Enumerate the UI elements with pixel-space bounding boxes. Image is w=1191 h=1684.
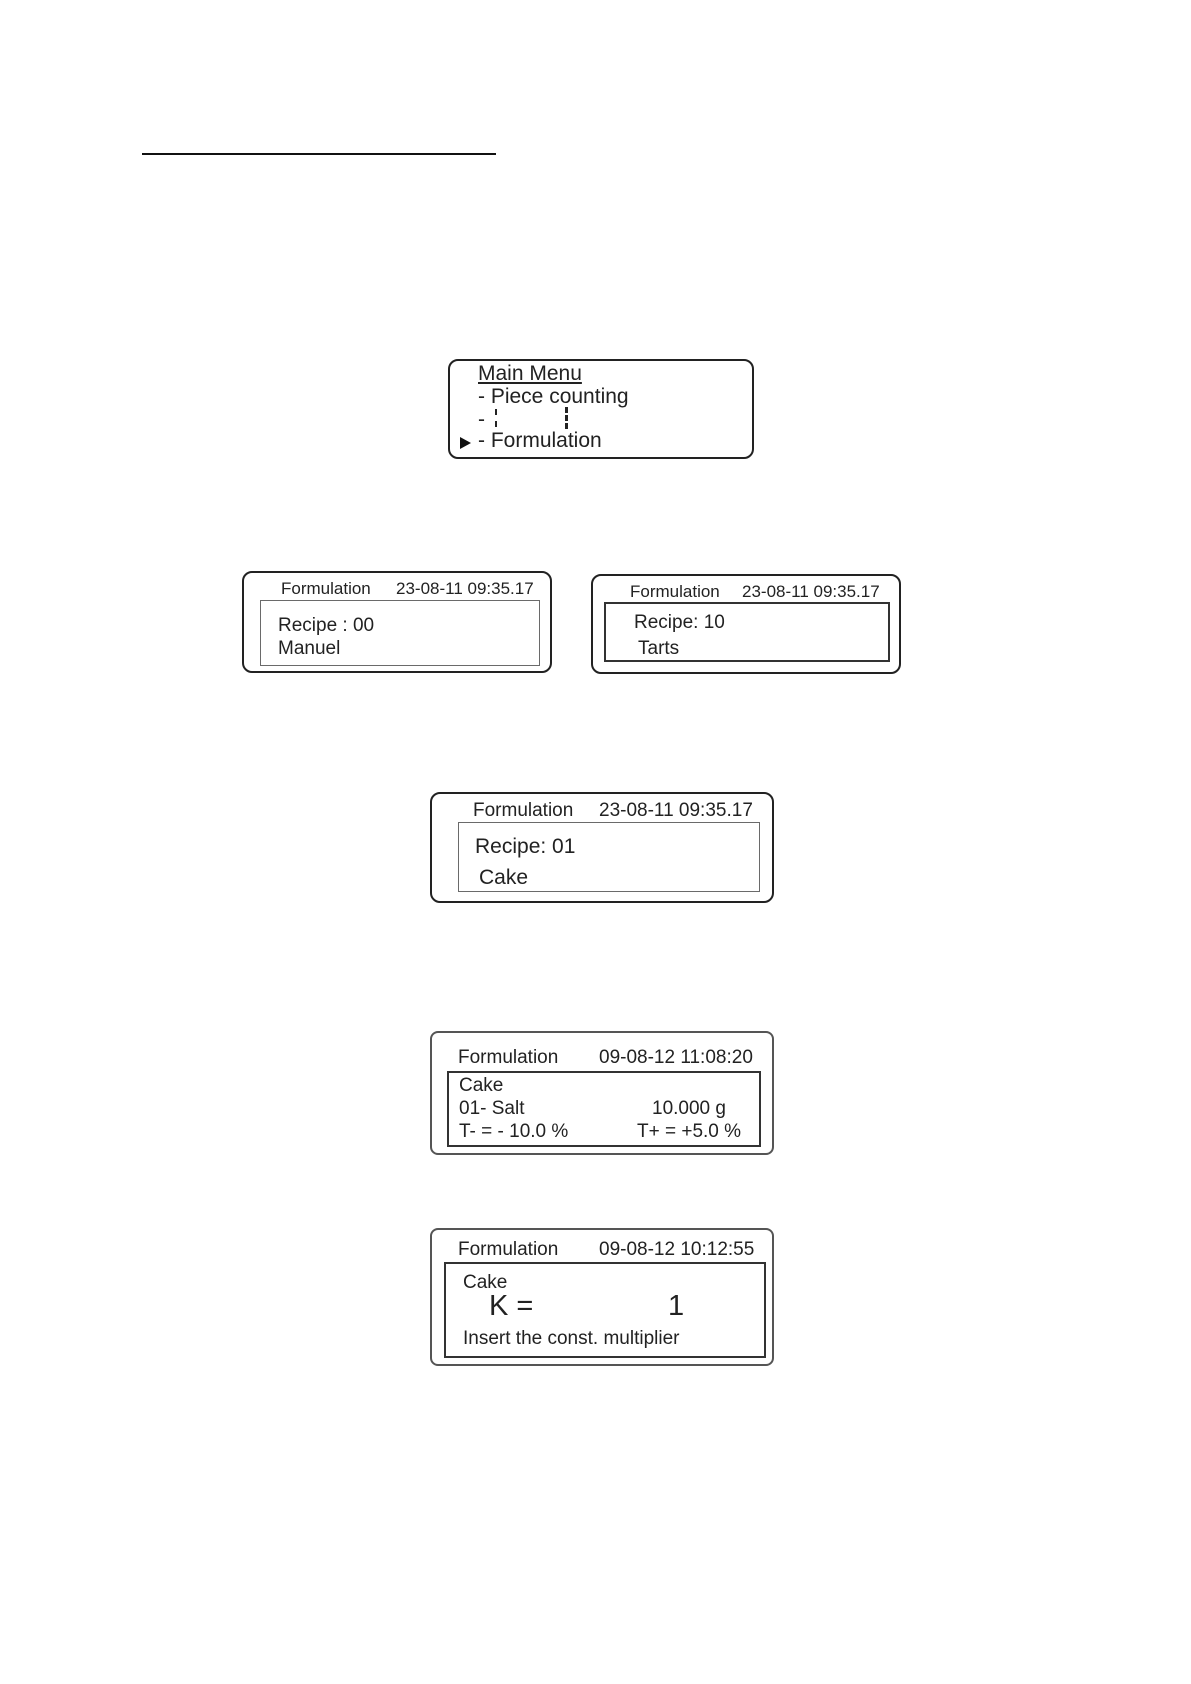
display-mode: Formulation	[473, 800, 574, 821]
formulation-display-manual	[242, 571, 552, 673]
menu-item-blank[interactable]: -	[478, 408, 485, 431]
display-datetime: 09-08-12 10:12:55	[599, 1239, 755, 1260]
recipe-number: Recipe : 00	[278, 615, 375, 636]
display-content	[444, 1262, 766, 1358]
recipe-name: Tarts	[638, 638, 680, 659]
display-datetime: 23-08-11 09:35.17	[396, 579, 534, 598]
formulation-display-cake	[430, 792, 774, 903]
recipe-number: Recipe: 01	[475, 835, 576, 858]
k-label: K =	[489, 1290, 534, 1322]
formulation-display-tarts	[591, 574, 901, 674]
display-content	[458, 822, 760, 892]
display-datetime: 23-08-11 09:35.17	[599, 800, 753, 821]
display-mode: Formulation	[458, 1047, 559, 1068]
recipe-name: Cake	[479, 866, 529, 889]
display-datetime: 09-08-12 11:08:20	[599, 1047, 753, 1068]
main-menu-display	[448, 359, 754, 459]
heading-underline	[142, 153, 496, 155]
menu-item-formulation[interactable]: - Formulation	[478, 429, 602, 452]
main-menu-title: Main Menu	[478, 362, 582, 385]
display-mode: Formulation	[630, 582, 720, 601]
tolerance-minus: T- = - 10.0 %	[459, 1121, 569, 1142]
recipe-name: Manuel	[278, 638, 341, 659]
ingredient-name: 01- Salt	[459, 1098, 525, 1119]
recipe-number: Recipe: 10	[634, 612, 725, 633]
menu-item-piece-counting[interactable]: - Piece counting	[478, 385, 629, 408]
display-content	[604, 602, 890, 662]
ingredient-weight: 10.000 g	[652, 1098, 726, 1119]
recipe-name: Cake	[463, 1272, 508, 1293]
tolerance-plus: T+ = +5.0 %	[637, 1121, 742, 1142]
input-prompt: Insert the const. multiplier	[463, 1328, 680, 1349]
display-mode: Formulation	[281, 579, 371, 598]
menu-pointer-icon	[460, 437, 471, 449]
display-mode: Formulation	[458, 1239, 559, 1260]
k-value[interactable]: 1	[668, 1290, 685, 1322]
display-content	[447, 1071, 761, 1147]
display-datetime: 23-08-11 09:35.17	[742, 582, 880, 601]
dotted-separator-icon	[495, 409, 497, 427]
formulation-display-multiplier	[430, 1228, 774, 1366]
dotted-separator-icon	[565, 407, 568, 429]
recipe-name: Cake	[459, 1075, 504, 1096]
formulation-display-ingredient	[430, 1031, 774, 1155]
display-content	[260, 600, 540, 666]
